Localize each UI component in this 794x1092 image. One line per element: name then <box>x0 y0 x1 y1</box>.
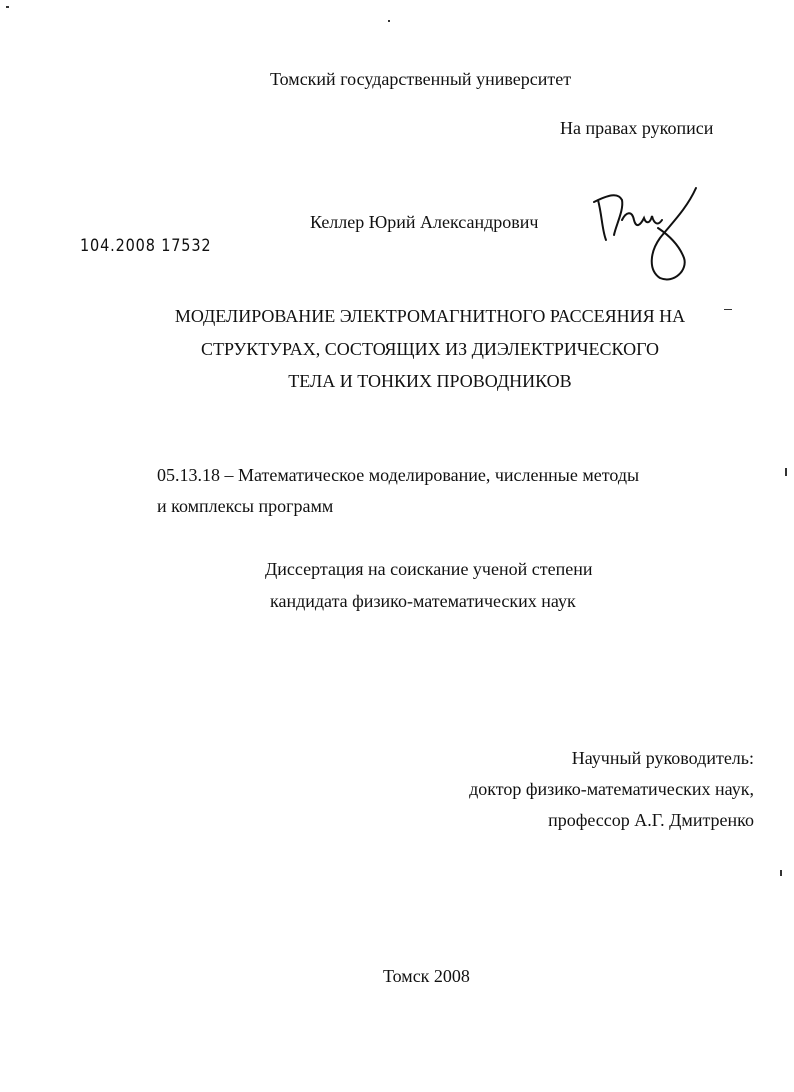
signature-icon <box>588 180 703 285</box>
supervisor-degree: доктор физико-математических наук, <box>469 779 754 799</box>
thesis-title-line-3: ТЕЛА И ТОНКИХ ПРОВОДНИКОВ <box>288 371 572 391</box>
scan-speck <box>785 468 787 476</box>
author-name: Келлер Юрий Александрович <box>310 212 539 232</box>
scan-speck <box>6 6 9 8</box>
thesis-title-line-2: СТРУКТУРАХ, СОСТОЯЩИХ ИЗ ДИЭЛЕКТРИЧЕСКОГО <box>200 339 660 359</box>
university-name: Томский государственный университет <box>270 69 572 89</box>
degree-line-1: Диссертация на соискание ученой степени <box>265 559 593 579</box>
scan-speck <box>388 20 390 22</box>
thesis-title-line-1: МОДЕЛИРОВАНИЕ ЭЛЕКТРОМАГНИТНОГО РАССЕЯНИЯ НА <box>174 306 686 326</box>
scan-speck <box>724 309 732 310</box>
supervisor-name: профессор А.Г. Дмитренко <box>548 810 754 830</box>
degree-line-2: кандидата физико-математических наук <box>270 591 576 611</box>
archive-stamp: 104.2008 17532 <box>80 236 212 256</box>
place-and-year: Томск 2008 <box>383 966 470 986</box>
scan-speck <box>780 870 782 876</box>
specialty-line-1: 05.13.18 – Математическое моделирование, численные методы <box>157 465 640 485</box>
specialty-line-2: и комплексы программ <box>157 496 334 516</box>
supervisor-label: Научный руководитель: <box>571 748 754 768</box>
manuscript-note: На правах рукописи <box>560 118 714 138</box>
